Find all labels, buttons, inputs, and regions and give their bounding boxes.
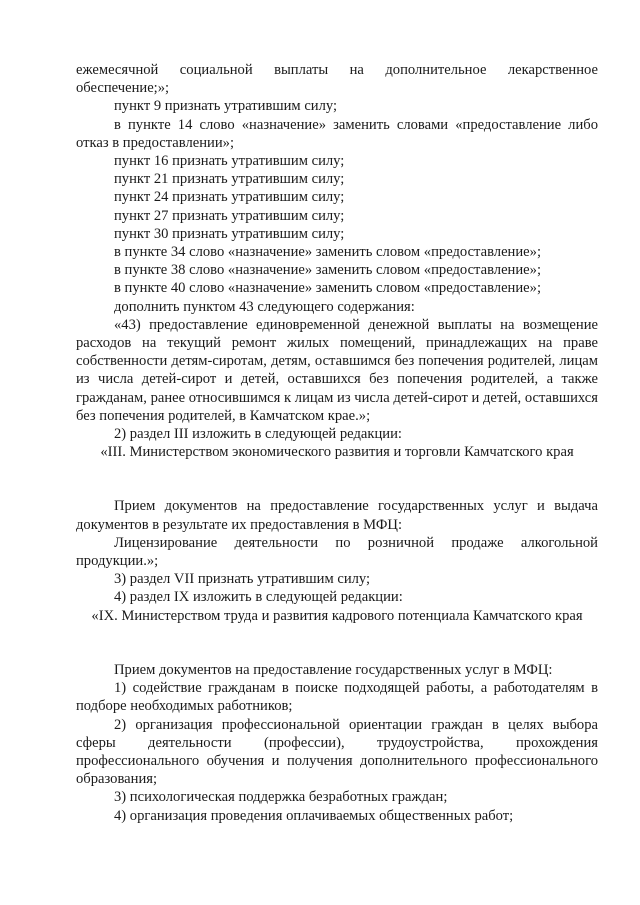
paragraph: в пункте 40 слово «назначение» заменить словом «предоставление»; [114, 280, 542, 297]
list-item: 1) содействие гражданам в поиске подходящей работы, а работодателям в подборе необходимых работников; [76, 680, 598, 715]
paragraph: пункт 30 признать утратившим силу; [114, 225, 345, 242]
paragraph: пункт 16 признать утратившим силу; [114, 153, 345, 170]
section-heading: «IX. Министерством труда и развития кадрового потенциала Камчатского края [91, 607, 583, 624]
paragraph: пункт 27 признать утратившим силу; [114, 207, 345, 224]
paragraph: в пункте 34 слово «назначение» заменить словом «предоставление»; [114, 244, 542, 261]
paragraph: в пункте 14 слово «назначение» заменить словами «предоставление либо отказ в предоставлении»; [76, 116, 598, 151]
list-item: 4) раздел IX изложить в следующей редакции: [114, 589, 403, 606]
paragraph: Лицензирование деятельности по розничной продаже алкогольной продукции.»; [76, 534, 598, 570]
paragraph: пункт 9 признать утратившим силу; [114, 98, 338, 115]
blank-line [76, 461, 598, 497]
section-heading: «III. Министерством экономического развития и торговли Камчатского края [100, 444, 574, 461]
list-item: 2) организация профессиональной ориентации граждан в целях выбора сферы деятельности (профессии), трудоустройства, прохождения профессионального обучения и получения дополнительного профессионального образования; [76, 716, 598, 788]
paragraph: дополнить пунктом 43 следующего содержания: [114, 298, 415, 315]
paragraph: «43) предоставление единовременной денежной выплаты на возмещение расходов на текущий ремонт жилых помещений, принадлежащих на праве собственности детям-сиротам, детям, оставшимся без попечения родителей, лицам из числа детей-сирот и детей, оставшихся без попечения родителей, а также гражданам, ранее относившимся к лицам из числа детей-сирот и детей, оставшихся без попечения родителей, в Камчатском крае.»; [76, 316, 598, 424]
list-item: 3) раздел VII признать утратившим силу; [114, 571, 371, 588]
paragraph: в пункте 38 слово «назначение» заменить словом «предоставление»; [114, 262, 542, 279]
blank-line [76, 625, 598, 661]
list-item: 2) раздел III изложить в следующей редакции: [114, 426, 402, 443]
list-item: 4) организация проведения оплачиваемых общественных работ; [114, 807, 514, 824]
paragraph: Прием документов на предоставление государственных услуг в МФЦ: [114, 661, 553, 678]
list-item: 3) психологическая поддержка безработных граждан; [114, 789, 448, 806]
document-body [76, 61, 598, 825]
paragraph: пункт 21 признать утратившим силу; [114, 171, 345, 188]
paragraph: пункт 24 признать утратившим силу; [114, 189, 345, 206]
paragraph: Прием документов на предоставление государственных услуг и выдача документов в результате их предоставления в МФЦ: [76, 498, 598, 533]
paragraph: ежемесячной социальной выплаты на дополнительное лекарственное обеспечение;»; [76, 62, 598, 97]
